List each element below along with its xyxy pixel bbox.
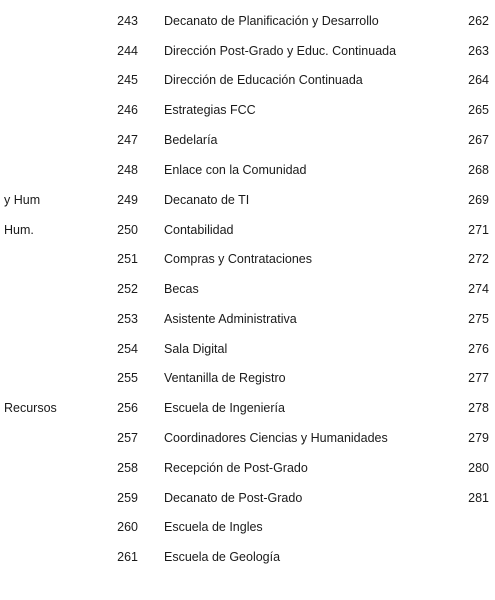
department-name: Bedelaría bbox=[164, 133, 218, 147]
secondary-number: 263 bbox=[468, 44, 489, 58]
department-name: Compras y Contrataciones bbox=[164, 252, 312, 266]
directory-row bbox=[0, 160, 495, 180]
extension-number: 243 bbox=[117, 14, 138, 28]
extension-number: 259 bbox=[117, 491, 138, 505]
secondary-number: 281 bbox=[468, 491, 489, 505]
department-name: Asistente Administrativa bbox=[164, 312, 297, 326]
department-name: Escuela de Ingles bbox=[164, 520, 263, 534]
directory-row bbox=[0, 190, 495, 210]
department-name: Contabilidad bbox=[164, 223, 234, 237]
directory-row bbox=[0, 517, 495, 537]
department-name: Estrategias FCC bbox=[164, 103, 256, 117]
directory-row bbox=[0, 279, 495, 299]
secondary-number: 264 bbox=[468, 73, 489, 87]
secondary-number: 272 bbox=[468, 252, 489, 266]
directory-row bbox=[0, 488, 495, 508]
extension-number: 252 bbox=[117, 282, 138, 296]
department-name: Ventanilla de Registro bbox=[164, 371, 286, 385]
secondary-number: 265 bbox=[468, 103, 489, 117]
directory-row bbox=[0, 547, 495, 567]
directory-row bbox=[0, 70, 495, 90]
department-name: Decanato de Planificación y Desarrollo bbox=[164, 14, 379, 28]
extension-number: 258 bbox=[117, 461, 138, 475]
department-name: Recepción de Post-Grado bbox=[164, 461, 308, 475]
secondary-number: 277 bbox=[468, 371, 489, 385]
directory-row bbox=[0, 339, 495, 359]
extension-number: 253 bbox=[117, 312, 138, 326]
extension-number: 254 bbox=[117, 342, 138, 356]
department-name: Decanato de TI bbox=[164, 193, 250, 207]
department-name: Escuela de Ingeniería bbox=[164, 401, 285, 415]
department-name: Sala Digital bbox=[164, 342, 228, 356]
department-name: Enlace con la Comunidad bbox=[164, 163, 307, 177]
extension-number: 260 bbox=[117, 520, 138, 534]
directory-row bbox=[0, 249, 495, 269]
secondary-number: 274 bbox=[468, 282, 489, 296]
department-name: Decanato de Post-Grado bbox=[164, 491, 303, 505]
department-name: Becas bbox=[164, 282, 199, 296]
department-name: Dirección de Educación Continuada bbox=[164, 73, 363, 87]
secondary-number: 275 bbox=[468, 312, 489, 326]
secondary-number: 280 bbox=[468, 461, 489, 475]
extension-number: 244 bbox=[117, 44, 138, 58]
extension-number: 249 bbox=[117, 193, 138, 207]
extension-number: 256 bbox=[117, 401, 138, 415]
extension-number: 248 bbox=[117, 163, 138, 177]
secondary-number: 271 bbox=[468, 223, 489, 237]
secondary-number: 267 bbox=[468, 133, 489, 147]
directory-row bbox=[0, 100, 495, 120]
extension-number: 257 bbox=[117, 431, 138, 445]
extension-number: 247 bbox=[117, 133, 138, 147]
directory-row bbox=[0, 130, 495, 150]
secondary-number: 262 bbox=[468, 14, 489, 28]
directory-row bbox=[0, 428, 495, 448]
extension-number: 245 bbox=[117, 73, 138, 87]
directory-row bbox=[0, 458, 495, 478]
extension-number: 255 bbox=[117, 371, 138, 385]
department-name: Coordinadores Ciencias y Humanidades bbox=[164, 431, 388, 445]
directory-row bbox=[0, 41, 495, 61]
directory-row bbox=[0, 368, 495, 388]
secondary-number: 268 bbox=[468, 163, 489, 177]
extension-number: 251 bbox=[117, 252, 138, 266]
secondary-number: 269 bbox=[468, 193, 489, 207]
department-name: Escuela de Geología bbox=[164, 550, 281, 564]
department-name: Dirección Post-Grado y Educ. Continuada bbox=[164, 44, 397, 58]
directory-row bbox=[0, 11, 495, 31]
secondary-number: 279 bbox=[468, 431, 489, 445]
extension-number: 246 bbox=[117, 103, 138, 117]
extension-number: 261 bbox=[117, 550, 138, 564]
left-column-fragment: y Hum bbox=[4, 193, 41, 207]
left-column-fragment: Recursos bbox=[4, 401, 57, 415]
directory-row bbox=[0, 398, 495, 418]
secondary-number: 278 bbox=[468, 401, 489, 415]
extension-number: 250 bbox=[117, 223, 138, 237]
directory-row bbox=[0, 309, 495, 329]
left-column-fragment: Hum. bbox=[4, 223, 34, 237]
directory-row bbox=[0, 220, 495, 240]
secondary-number: 276 bbox=[468, 342, 489, 356]
